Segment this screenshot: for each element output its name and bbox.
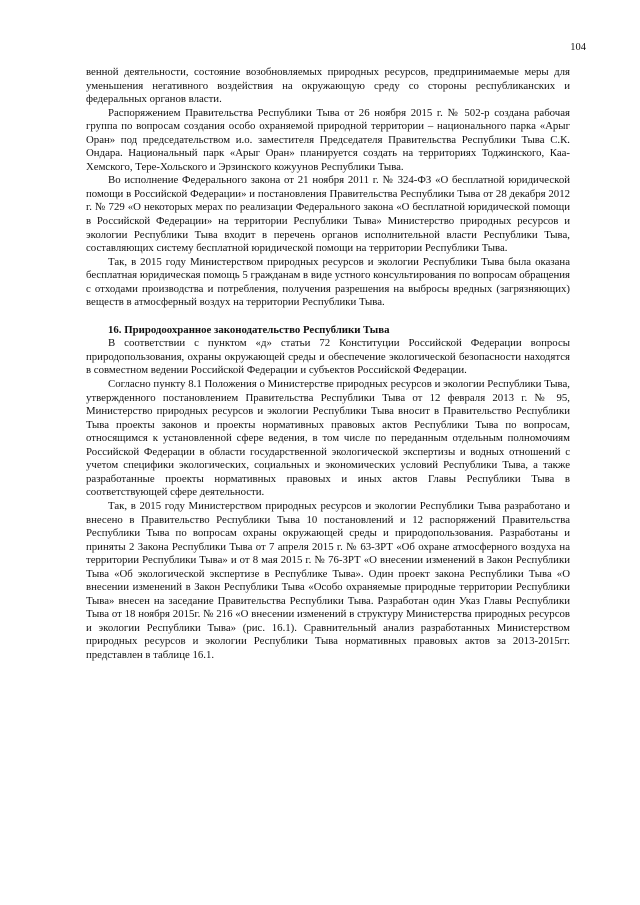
paragraph-working-group: Распоряжением Правительства Республики Тыва от 26 ноября 2015 г. № 502-р создана рабочая группа по вопросам создания особо охраняемой природной территории – национального парка «Арыг Оран» под председательством и.о. заместителя Председателя Правительства Республики Тыва С.К. Ондара. Национальный парк «Арыг Оран» планируется создать на территориях Тоджинского, Каа-Хемского, Тере-Хольского и Эрзинского кожуунов Республики Тыва. [86,106,570,173]
paragraph-constitution: В соответствии с пунктом «д» статьи 72 Конституции Российской Федерации вопросы природопользования, охраны окружающей среды и обеспечение экологической безопасности находятся в совместном ведении Российской Федерации и субъектов Российской Федерации. [86,337,570,377]
paragraph-ministry-regulation: Согласно пункту 8.1 Положения о Министерстве природных ресурсов и экологии Республики Тыва, утвержденного постановлением Правительства Республики Тыва от 12 февраля 2013 г. № 95, Министерство природных ресурсов и экологии Республики Тыва вносит в Правительство Республики Тыва проекты законов и проекты нормативных правовых актов Республики Тыва по вопросам, относящимся к установленной сфере ведения, в том числе по переданным отдельным полномочиям Российской Федерации в области государственной экологической экспертизы и водных отношений с учетом специфики экологических, социальных и экономических условий Республики Тыва, а также разработанные проекты нормативных правовых и иных актов Главы Республики Тыва в соответствующей сфере деятельности. [86,378,570,499]
document-body [86,66,570,663]
page-number: 104 [570,42,586,53]
paragraph-legal-aid-2015: Так, в 2015 году Министерством природных ресурсов и экологии Республики Тыва была оказана бесплатная юридическая помощь 5 гражданам в виде устного консультирования по вопросам обращения с отходами производства и потребления, получения разрешения на выбросы вредных (загрязняющих) веществ в атмосферный воздух на территории Республики Тыва. [86,255,570,309]
paragraph-legal-aid-law: Во исполнение Федерального закона от 21 ноября 2011 г. № 324-ФЗ «О бесплатной юридической помощи в Российской Федерации» и постановления Правительства Республики Тыва от 28 декабря 2012 г. № 729 «О некоторых мерах по реализации Федерального закона «О бесплатной юридической помощи в Российской Федерации» на территории Республики Тыва» Министерство природных ресурсов и экологии Республики Тыва входит в перечень органов исполнительной власти Республики Тыва, составляющих систему бесплатной юридической помощи на территории Республики Тыва. [86,174,570,255]
paragraph-continuation: венной деятельности, состояние возобновляемых природных ресурсов, предпринимаемые меры для уменьшения негативного воздействия на окружающую среду со стороны республиканских и федеральных органов власти. [86,66,570,106]
section-title: 16. Природоохранное законодательство Республики Тыва [108,323,390,336]
paragraph-legislation-2015: Так, в 2015 году Министерством природных ресурсов и экологии Республики Тыва разработано и внесено в Правительство Республики Тыва 10 постановлений и 12 распоряжений Правительства Республики Тыва по вопросам охраны окружающей среды и природопользования. Разработаны и приняты 2 Закона Республики Тыва от 7 апреля 2015 г. № 63-ЗРТ «Об охране атмосферного воздуха на территории Республики Тыва» и от 8 мая 2015 г. № 76-ЗРТ «О внесении изменений в Закон Республики Тыва «Об экологической экспертизе в Республике Тыва». Один проект закона Республики Тыва «О внесении изменений в Закон Республики Тыва «Особо охраняемые природные территории Республики Тыва» внесен на заседание Правительства Республики Тыва. Разработан один Указ Главы Республики Тыва от 18 ноября 2015г. № 216 «О внесении изменений в структуру Министерства природных ресурсов и экологии Республики Тыва» (рис. 16.1). Сравнительный анализ разработанных Министерством природных ресурсов и экологии Республики Тыва нормативных правовых актов за 2013-2015гг. представлен в таблице 16.1. [86,499,570,661]
